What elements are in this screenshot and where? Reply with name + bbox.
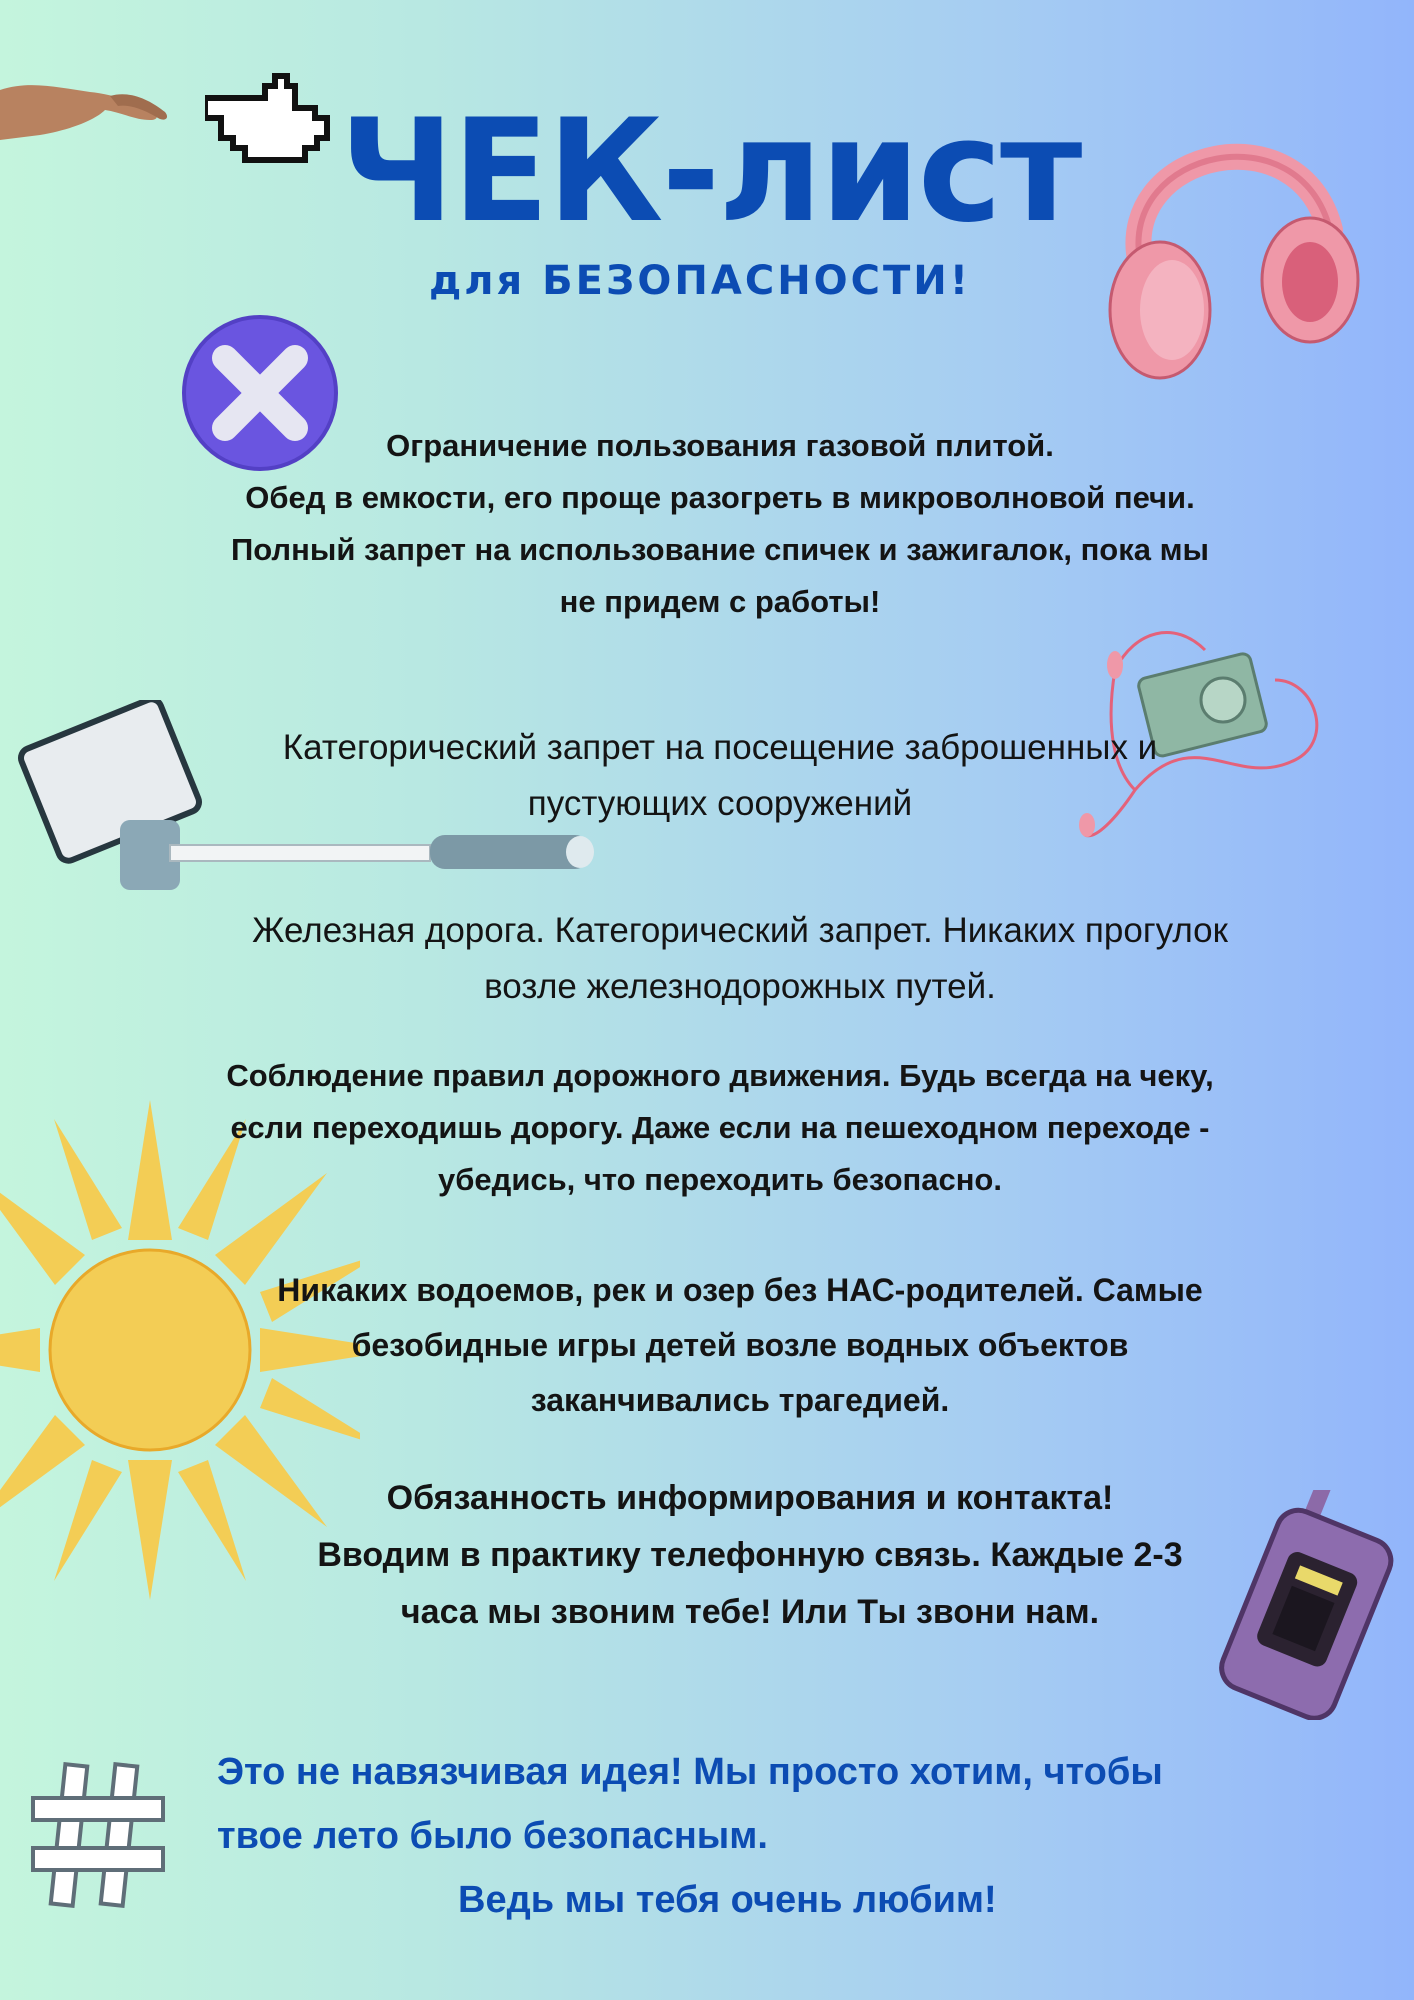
- footer-line-1: Это не навязчивая идея! Мы просто хотим, чтобы: [217, 1751, 1163, 1793]
- rule-water-line-3: заканчивались трагедией.: [530, 1382, 950, 1418]
- pixel-pointer-icon: [205, 68, 335, 168]
- rule-contact-line-1: Обязанность информирования и контакта!: [386, 1479, 1114, 1517]
- rule-railway: [140, 903, 1340, 1015]
- rule-stove-line-4: не придем с работы!: [559, 584, 881, 619]
- rule-abandoned-line-1: Категорический запрет на посещение заброшенных и: [282, 728, 1158, 767]
- rule-traffic-line-3: убедись, что переходить безопасно.: [438, 1162, 1002, 1197]
- rule-contact-line-3: часа мы звоним тебе! Или Ты звони нам.: [400, 1593, 1100, 1631]
- rule-contact: [150, 1470, 1350, 1641]
- rule-traffic: [120, 1050, 1320, 1206]
- rule-railway-line-2: возле железнодорожных путей.: [484, 967, 996, 1006]
- footer-line-3: Ведь мы тебя очень любим!: [458, 1879, 997, 1921]
- rule-water-line-1: Никаких водоемов, рек и озер без НАС-родителей. Самые: [277, 1272, 1203, 1308]
- rule-traffic-line-1: Соблюдение правил дорожного движения. Будь всегда на чеку,: [226, 1058, 1214, 1093]
- hand-icon: [0, 40, 200, 140]
- footer-line-2: твое лето было безопасным.: [217, 1815, 768, 1857]
- page-subtitle: для БЕЗОПАСНОСТИ!: [428, 258, 972, 304]
- rule-abandoned: [120, 720, 1320, 832]
- rule-stove-line-3: Полный запрет на использование спичек и зажигалок, пока мы: [230, 532, 1210, 567]
- rule-water: [140, 1263, 1340, 1428]
- rule-contact-line-2: Вводим в практику телефонную связь. Каждые 2-3: [317, 1536, 1183, 1574]
- hashtag-icon: [28, 1760, 168, 1910]
- rule-stove: [120, 420, 1320, 628]
- rule-abandoned-line-2: пустующих сооружений: [527, 784, 913, 823]
- rule-traffic-line-2: если переходишь дорогу. Даже если на пешеходном переходе -: [230, 1110, 1210, 1145]
- headphones-icon: [1100, 110, 1360, 380]
- page-title: ЧЕК-лист: [339, 89, 1081, 254]
- rule-railway-line-1: Железная дорога. Категорический запрет. Никаких прогулок: [252, 911, 1228, 950]
- rule-water-line-2: безобидные игры детей возле водных объектов: [351, 1327, 1129, 1363]
- rule-stove-line-1: Ограничение пользования газовой плитой.: [386, 428, 1054, 463]
- rule-stove-line-2: Обед в емкости, его проще разогреть в микроволновой печи.: [245, 480, 1195, 515]
